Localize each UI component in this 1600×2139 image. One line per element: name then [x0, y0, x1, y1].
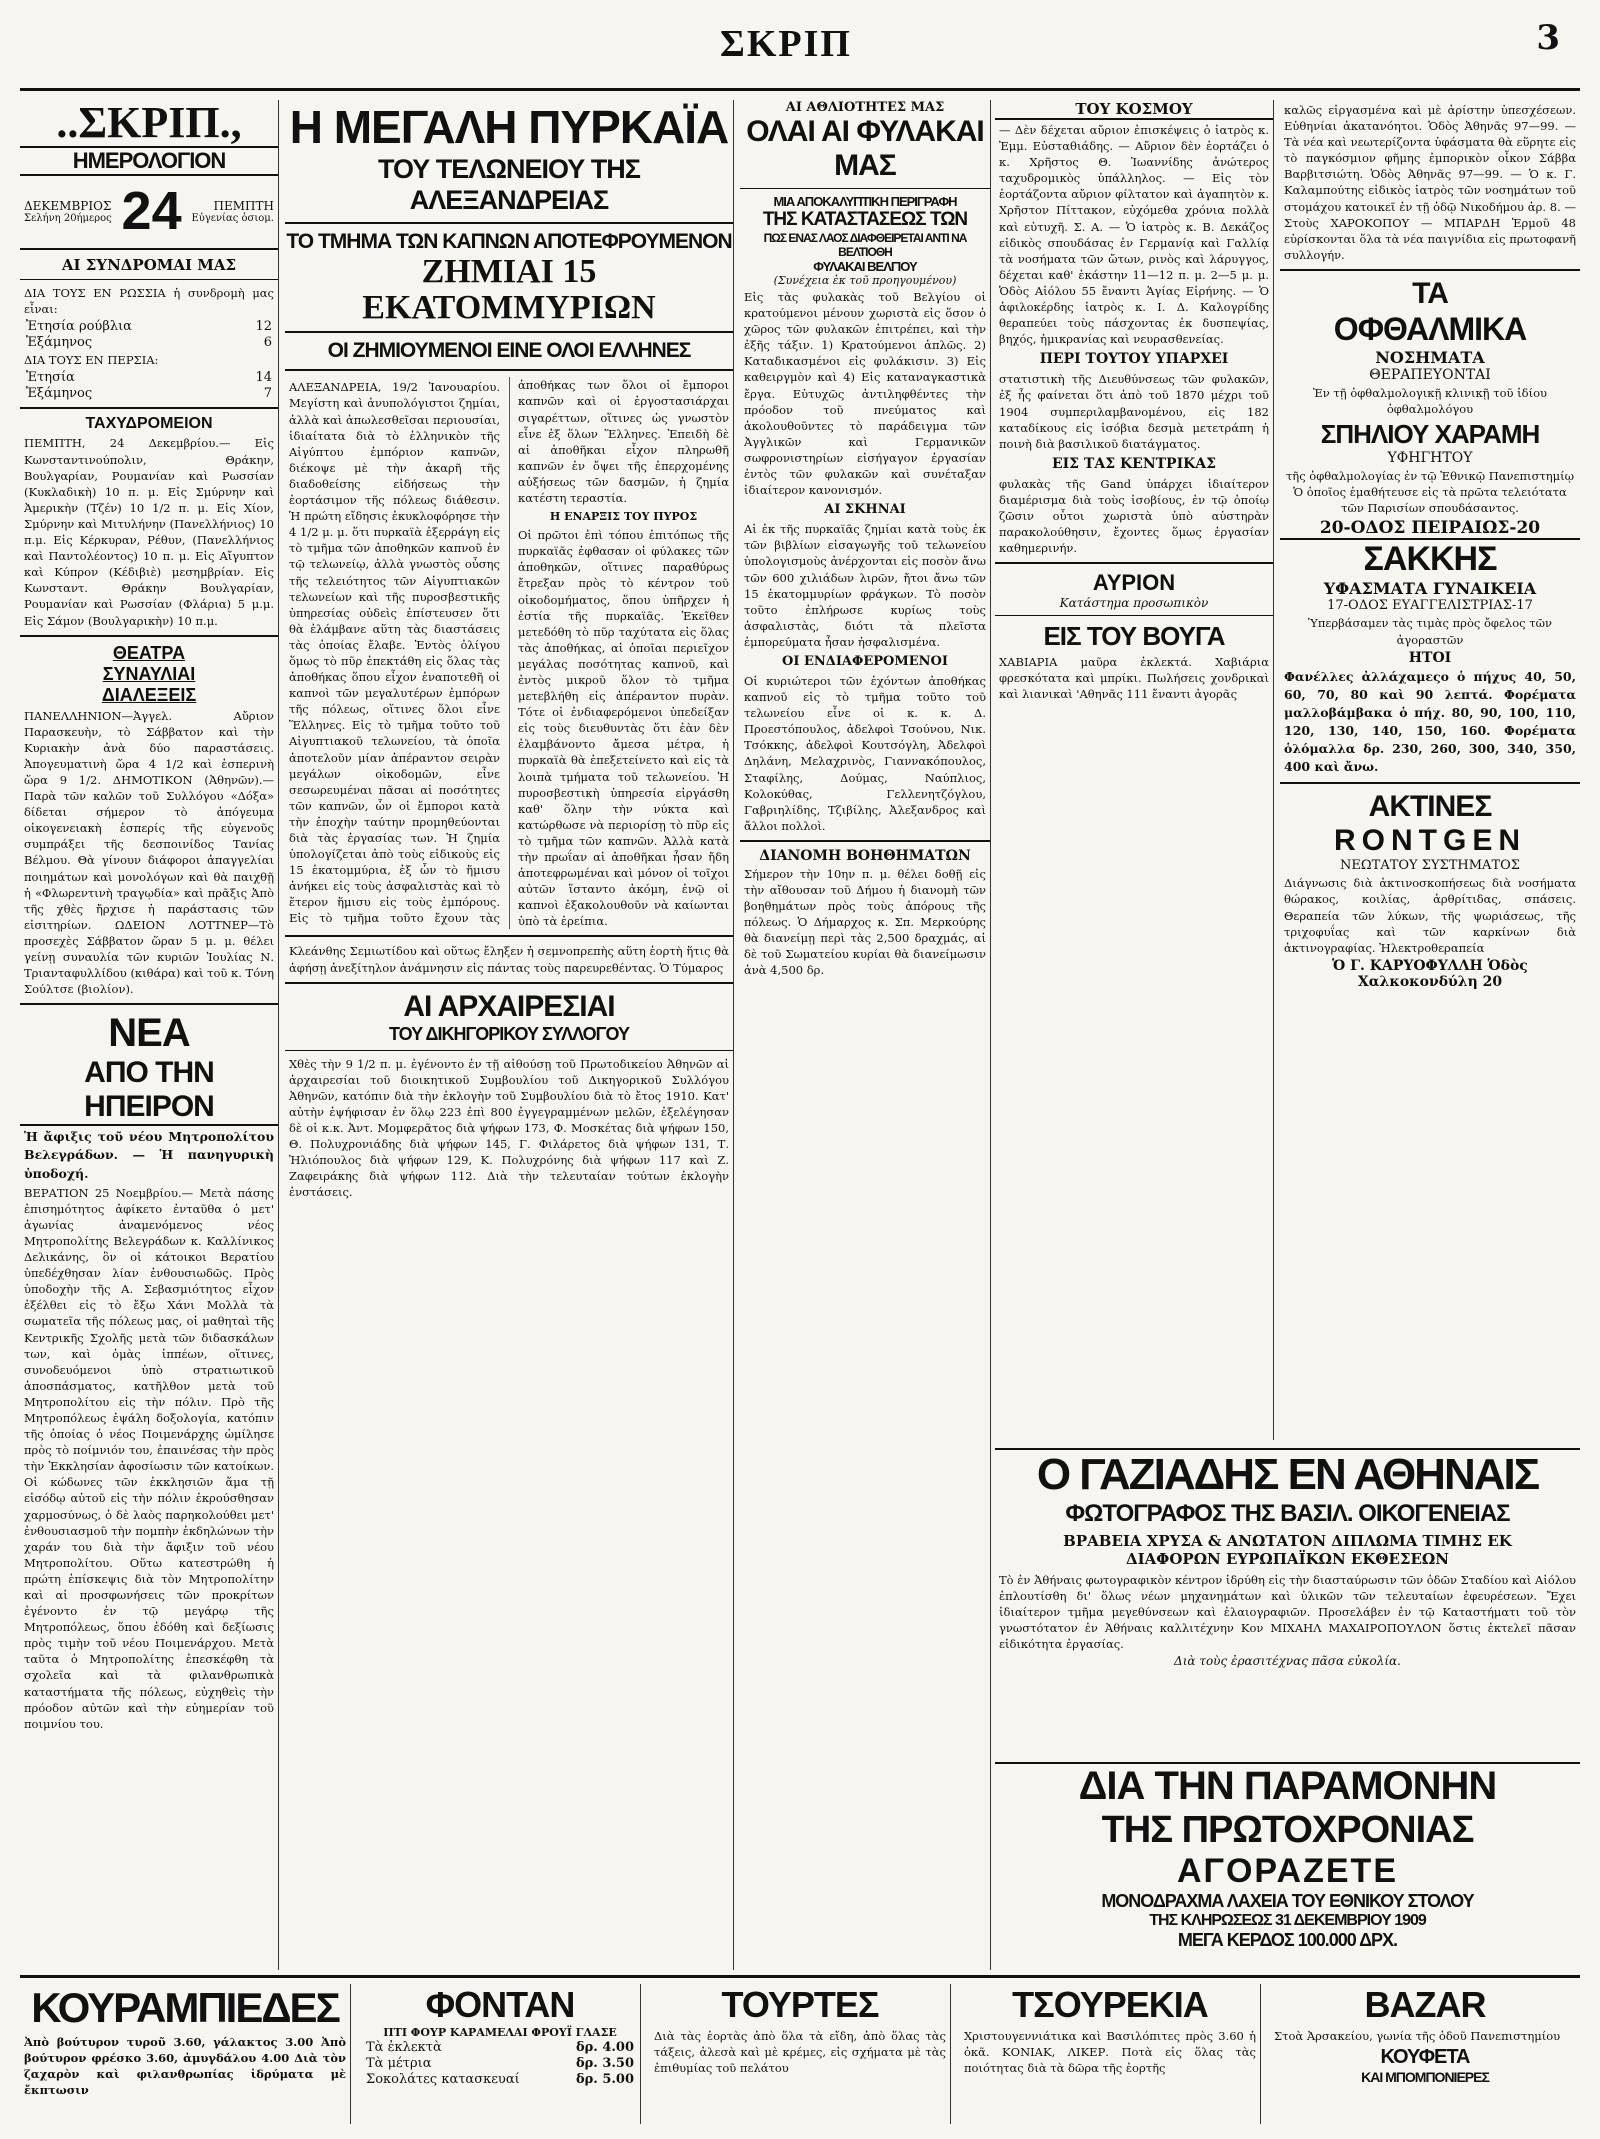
lottery-5: ΤΗΣ ΚΛΗΡΩΣΕΩΣ 31 ΔΕΚΕΜΒΡΙΟΥ 1909	[1149, 1912, 1426, 1929]
lottery-3: ΑΓΟΡΑΖΕΤΕ	[1176, 1852, 1399, 1890]
theatre-title: ΘΕΑΤΡΑ	[112, 642, 186, 663]
sakkis-5: ΗΤΟΙ	[1408, 649, 1452, 666]
masthead	[20, 18, 1580, 91]
bazar-sub-2: ΚΑΙ ΜΠΟΜΠΟΝΙΕΡΕΣ	[1361, 2069, 1489, 2086]
assoc-title-1: ΑΙ ΑΡΧΑΙΡΕΣΙΑΙ	[403, 989, 615, 1023]
column-ads	[1280, 100, 1580, 1440]
lottery-1: ΔΙΑ ΤΗΝ ΠΑΡΑΜΟΝΗΝ	[1078, 1764, 1497, 1808]
tsourekia-text: Χριστουγεννιάτικα καὶ Βασιλόπιτες πρὸς 3.60 ἡ ὀκᾶ. ΚΟΝΙΑΚ, ΛΙΚΕΡ. Ποτὰ εἰς ὅλας τὰς ποιότητας διὰ τὰ δῶρα τῆς ἑορτῆς	[964, 2029, 1256, 2076]
fontan-row: Τὰ μέτρια δρ. 3.50	[366, 2056, 634, 2071]
bazar-title: BAZAR	[1364, 1984, 1486, 2025]
calendar-title: ..ΣΚΡΙΠ.,	[56, 100, 242, 147]
vouga-title: ΕΙΣ ΤΟΥ ΒΟΥΓΑ	[1043, 621, 1225, 652]
rontgen-5: Ὁ Γ. ΚΑΡΥΟΦΥΛΛΗ Ὁδὸς Χαλκοκονδύλη 20	[1332, 957, 1528, 990]
sakkis-1: ΣΑΚΚΗΣ	[1363, 540, 1497, 579]
masthead-title: ΣΚΡΙΠ	[720, 23, 852, 65]
society-body-2: στατιστικὴ τῆς Διευθύνσεως τῶν φυλακῶν, ἐξ ἧς φαίνεται ὅτι ἀπὸ τοῦ 1870 μέχρι τοῦ 1904 συμπεριλαμβανομένου, εἰς 182 καταδίκους εἰς ἰσόβια δεσμὰ μετετράπη ἡ ποινὴ διὰ βασιλικοῦ διατάγματος.	[999, 372, 1269, 451]
calendar-date	[24, 180, 274, 242]
society-sub-1: ΠΕΡΙ ΤΟΥΤΟΥ ΥΠΑΡΧΕΙ	[1039, 351, 1229, 368]
epirus-title-1: ΝΕΑ	[108, 1011, 190, 1056]
epirus-title-2: ΑΠΟ ΤΗΝ ΗΠΕΙΡΟΝ	[20, 1056, 278, 1126]
fire-sub-3: ΟΙ ΖΗΜΙΟΥΜΕΝΟΙ ΕΙΝΕ ΟΛΟΙ ΕΛΛΗΝΕΣ	[327, 339, 691, 363]
fontan-title: ΦΟΝΤΑΝ	[425, 1984, 575, 2025]
society-body: — Δὲν δέχεται αὔριον ἐπισκέψεις ὁ ἰατρὸς κ. Ἐμμ. Εὐσταθιάδης. — Αὔριον δὲν ἑορτάζει ὁ κ. Χρῆστος Θ. Ἰωαννίδης ἀνώτερος ταχυδρομικὸς ὑπάλληλος. — Εἰς τὸν ἑορτάζοντα αὔριον φίλτατον καὶ ἀγαπητὸν κ. Χρῆστον Πίττακον, εὐχόμεθα χρόνια πολλὰ καὶ εὐτυχῆ. Σ. Α. — Ὁ ἰατρὸς κ. Β. Δεκάζος εἰδικὸς σπουδάσας ἐν Γερμανίᾳ καὶ Γαλλίᾳ τὰ νοσήματα τῶν ὤτων, ρινὸς καὶ λάρυγγος, δέχεται καθ' ἑκάστην 11—12 π. μ. 2—5 μ. μ. Ὁδὸς Αἰόλου 55 ἔναντι Ἁγίας Εἰρήνης. — Ὁ ἀφιλοκέρδης ἰατρὸς κ. Ι. Δ. Καλογρίδης θεραπεύει τοὺς πάσχοντας ἐκ δυσπεψίας, βηχός, ἡμικρανίας καὶ νευρασθενείας.	[999, 123, 1269, 347]
gaziadis-ad	[995, 1448, 1580, 1760]
gaziadis-title: Ο ΓΑΖΙΑΔΗΣ ΕΝ ΑΘΗΝΑΙΣ	[1036, 1450, 1539, 1499]
fire-bottom-text: Κλεάνθης Σεμιωτίδου καὶ οὕτως ἔληξεν ἡ σεμνοπρεπὴς αὕτη ἑορτὴ ἥτις θὰ ἀφήσῃ ἀνεξίτηλον ἀνάμνησιν εἰς πάντας τοὺς παρευρεθέντας. Ὁ Τύμαρος	[289, 944, 729, 975]
fontan-row: Σοκολάτες κατασκευαί δρ. 5.00	[366, 2072, 634, 2087]
prisons-sub-1: ΜΙΑ ΑΠΟΚΑΛΥΠΤΙΚΗ ΠΕΡΙΓΡΑΦΗ	[773, 194, 957, 209]
prisons-body-2: Αἱ ἐκ τῆς πυρκαϊᾶς ζημίαι κατὰ τοὺς ἐκ τῶν βιβλίων εἰσαγωγῆς τοῦ τελωνείου ὑπολογισμοὺς ἀνέρχονται εἰς ποσὸν ἄνω τῶν 600 χιλιάδων λιρῶν, ἤτοι ἄνω τῶν 15 ἑκατομμυρίων φράγκων. Τὸ ποσὸν τοῦτο ἐπλήρωσε κυρίως τοὺς ἀσφαλιστὰς, διότι τὰ πλεῖστα ἐμπορεύματα ἦσαν ἠσφαλισμένα.	[744, 522, 986, 649]
fire-body: ΑΛΕΞΑΝΔΡΕΙΑ, 19/2 Ἰανουαρίου. Μεγίστη καὶ ἀνυπολόγιστοι ζημίαι, ἀλλὰ καὶ ἀπωλεσθεῖσαι περιουσίαι, ἰδιαίτατα διὰ τὸ ἑλληνικὸν τῆς Αἰγύπτου ἐμπόριον καπνῶν, διέκοψε μὲ τὴν ἀκαρῆ τῆς διαδοθείσης εἰδήσεως τὴν ἑορτάσιμον τῆς πόλεως διάθεσιν. Ἡ πρώτη εἴδησις ἐκυκλοφόρησε τὴν 4 1/2 μ. μ. ὅτι πυρκαϊὰ ἐξερράγη εἰς τὸ τμῆμα τῶν ἀποθηκῶν καπνοῦ ἐν τῷ τελωνείῳ, ἀλλὰ γνωστὸς οὖσης τῆς τελειότητος τῶν Αἰγυπτιακῶν τελωνείων καὶ τῆς πυροσβεστικῆς ὑπηρεσίας οὐδεὶς ἐπίστευσεν ὅτι θὰ ἐλάμβανε αὕτη τὰς διαστάσεις τὰς ὁποίας ἔλαβε. Ἐντὸς ὀλίγου ὅμως τὸ πῦρ ἐπεκτάθη εἰς ὅλας τὰς ἀποθήκας ὅπου εἶχον ἐναποτεθῆ οἱ καπνοὶ τῶν μεγαλυτέρων ἐμπόρων τῆς πόλεως, οἵτινες ὅλοι εἶνε Ἕλληνες. Εἰς τὸ τμῆμα τοῦτο τοῦ Αἰγυπτιακοῦ τελωνείου, τὰ ὁποῖα ἀποτελοῦν μίαν ἀπέραντον σειρὰν μεγάλων οἰκοδομῶν, εἶνε σεσωρευμέναι πᾶσαι αἱ ποσότητες τῶν καπνῶν, ὧν οἱ ἔμποροι κατὰ τὴν ἐποχὴν ταύτην προμηθεύονται διὰ τὰς ἐργασίας των. Ἡ ζημία ὑπολογίζεται ἀπὸ τοὺς εἰδικοὺς εἰς 15 ἑκατομμύρια, ἐξ ὧν τὸ ἥμισυ ἀνήκει εἰς τοὺς ἀσφαλιστὰς καὶ τὸ ἕτερον ἥμισυ εἰς τοὺς ἐμπόρους. Εἰς τὸ τμῆμα τοῦτο ἔχουν τὰς ἀποθήκας των ὅλοι οἱ ἔμποροι καπνῶν καὶ οἱ ἐργοστασιάρχαι σιγαρέττων, οἵτινες ὡς γνωστὸν εἶνε ἐξ ὅλων Ἕλληνες. Ἐπειδὴ δὲ αἱ ἀποθῆκαι εἶχον πληρωθῆ καπνῶν ἐν ὄψει τῆς ἐπερχομένης αὐξήσεως τῶν δασμῶν, ἡ ζημία κατέστη τεραστία.	[289, 378, 729, 926]
prisons-section-2: ΑΙ ΣΚΗΝΑΙ	[824, 502, 906, 518]
oph-8: τῆς ὀφθαλμολογίας ἐν τῷ Ἐθνικῷ Πανεπιστημίῳ Ὁ ὁποῖος ἐμαθήτευσε εἰς τὰ πρῶτα τελειότατα τῶν Παρισίων σπουδάσαντος.	[1285, 469, 1575, 516]
society-header: ΤΟΥ ΚΟΣΜΟΥ	[995, 100, 1273, 120]
sakkis-6: Φανέλλες ἀλλάχαμεςο ὁ πήχυς 40, 50, 60, 70, 80 καὶ 90 λεπτά. Φορέματα μαλλοβάμβακα ὁ πήχ. 80, 90, 100, 110, 120, 130, 140, 150, 160. Φορέματα ὁλόμαλλα δρ. 230, 260, 300, 340, 350, 400 καὶ ἄνω.	[1284, 668, 1576, 775]
tourtes-text: Διὰ τὰς ἑορτὰς ἀπὸ ὅλα τὰ εἴδη, ἀπὸ ὅλας τὰς τάξεις, ἀλεσὰ καὶ μὲ κρέμες, εἰς σχήματα μὲ τὰς ἐπιθυμίας τοῦ πελάτου	[654, 2029, 946, 2076]
aurion-title: ΑΥΡΙΟΝ	[1092, 570, 1176, 596]
tsourekia-title: ΤΣΟΥΡΕΚΙΑ	[1012, 1984, 1208, 2025]
prisons-body-3: Οἱ κυριώτεροι τῶν ἐχόντων ἀποθήκας καπνοῦ εἰς τὸ τμῆμα τοῦτο τοῦ τελωνείου εἶνε οἱ κ. κ. Δ. Προεστόπουλος, ἀδελφοὶ Τσούνου, Νικ. Τσόκκης, ἀδελφοὶ Κουτσόγλη, Ἀδελφοὶ Δηλάνη, Μελαχρινὸς, Γιαννακόπουλος, Σταφίλης, Δούμας, Ναύπλιος, Κολοκύθας, Γελλενητζόγλου, Γαβριηλίδης, Τζιβίλης, Ἀλεξανδρος καὶ ἄλλοι πολλοὶ.	[744, 673, 986, 833]
aurion-sub: Κατάστημα προσωπικὸν	[1059, 596, 1209, 611]
post-office-text: ΠΕΜΠΤΗ, 24 Δεκεμβρίου.— Εἰς Κωνσταντινούπολιν, Θράκην, Βουλγαρίαν, Ρουμανίαν καὶ Ρωσσίαν (Κυκλαδικὴ) 10 π. μ. Εἰς Σμύρνην καὶ Ἀμερικὴν (Τζέν) 10 1/2 π. μ. Εἰς Χίον, Σμύρνην καὶ Μιτυλήνην (Πανελλήνιος) 10 π.μ. Εἰς Κέρκυραν, Ρέθυν, (Πανελλήνιος καὶ Παντολέοντος) 10 π. μ. Εἰς Αἴγυπτον καὶ Κύπρον (Κέδιβιὲ) μεσημβρίαν. Εἰς Κωνσταντ. Θράκην Βουλγαρίαν, Ρουμανίαν καὶ Ρωσσίαν (Φλάρια) 5 μ.μ. Εἰς Σάμον (Βουλγαρικὴν) 10 π.μ.	[24, 436, 274, 628]
prisons-headline: ΟΛΑΙ ΑΙ ΦΥΛΑΚΑΙ ΜΑΣ	[746, 115, 984, 182]
subscriptions-persia: ΔΙΑ ΤΟΥΣ ΕΝ ΠΕΡΣΙΑ:	[24, 353, 159, 368]
aid-text: Σήμερον τὴν 10ην π. μ. θέλει δοθῇ εἰς τὴν αἴθουσαν τοῦ Δήμου ἡ διανομὴ τῶν βοηθημάτων πρὸς τοὺς ἀπόρους τῆς πόλεως. Ὁ Δήμαρχος κ. Σπ. Μερκούρης θὰ διανείμῃ περὶ τὰς 2,500 δραχμάς, αἱ δὲ τοῦ Σωματείου κυρίαι θὰ διανείμωσιν ἀνὰ 4,500 δρ.	[744, 866, 986, 978]
bazar-text: Στοὰ Ἀρσακείου, γωνία τῆς ὁδοῦ Πανεπιστημίου	[1274, 2029, 1561, 2043]
lottery-4: ΜΟΝΟΔΡΑΧΜΑ ΛΑΧΕΙΑ ΤΟΥ ΕΘΝΙΚΟΥ ΣΤΟΛΟΥ	[1101, 1891, 1474, 1911]
oph-6: ΣΠΗΛΙΟΥ ΧΑΡΑΜΗ	[1320, 419, 1540, 450]
fontan-ad	[360, 1984, 641, 2124]
oph-7: ΥΦΗΓΗΤΟΥ	[1387, 450, 1473, 467]
subs-row: Ἑξάμηνος 7	[26, 386, 272, 402]
lottery-6: ΜΕΓΑ ΚΕΡΔΟΣ 100.000 ΔΡΧ.	[1177, 1930, 1398, 1950]
column-calendar	[20, 100, 279, 1970]
oph-4: ΘΕΡΑΠΕΥΟΝΤΑΙ	[1369, 366, 1491, 383]
lottery-2: ΤΗΣ ΠΡΩΤΟΧΡΟΝΙΑΣ	[1101, 1809, 1474, 1851]
fire-sub-1: ΤΟ ΤΜΗΜΑ ΤΩΝ ΚΑΠΝΩΝ ΑΠΟΤΕΦΡΟΥΜΕΝΟΝ	[286, 230, 732, 253]
fire-section-title: Η ΕΝΑΡΞΙΣ ΤΟΥ ΠΥΡΟΣ	[549, 510, 698, 524]
gaziadis-awards: ΒΡΑΒΕΙΑ ΧΡΥΣΑ & ΑΝΩΤΑΤΟΝ ΔΙΠΛΩΜΑ ΤΙΜΗΣ ΕΚ ΔΙΑΦΟΡΩΝ ΕΥΡΩΠΑΪΚΩΝ ΕΚΘΕΣΕΩΝ	[1063, 1532, 1512, 1568]
oph-5: Ἐν τῇ ὀφθαλμολογικῇ κλινικῇ τοῦ ἰδίου ὀφθαλμολόγου	[1312, 385, 1548, 417]
fire-sub-2: ΖΗΜΙΑΙ 15 ΕΚΑΤΟΜΜΥΡΙΩΝ	[362, 253, 656, 326]
subscriptions-russia: ΔΙΑ ΤΟΥΣ ΕΝ ΡΩΣΣΙΑ ἡ συνδρομὴ μας εἶναι:	[24, 286, 274, 317]
gaziadis-text: Τὸ ἐν Ἀθήναις φωτογραφικὸν κέντρον ἱδρύθη εἰς τὴν διασταύρωσιν τῶν ὁδῶν Σταδίου καὶ Αἰόλου ἐπλουτίσθη δι' ὅλως νέων μηχανημάτων καὶ ὑλικῶν τῶν τελευταίων ἐφευρέσεων. Ἔχει ἰδιαίτερον τμῆμα μεγεθύνσεων καὶ ἐλαιογραφιῶν. Προσελάβεν ἐν τῷ Καταστήματι τοῦ τὸν γνωστότατον ἐν Ἀθήναις καλλιτέχνην Κον ΜΙΧΑΗΛ ΜΑΧΑΙΡΟΠΟΥΛΟΝ ὅστις ἐκτελεῖ πᾶσαν εἰδικότητα ἐργασίας.	[999, 1573, 1576, 1652]
oph-2: ΟΦΘΑΛΜΙΚΑ	[1333, 310, 1527, 347]
lectures-title: ΔΙΑΛΕΞΕΙΣ	[101, 684, 197, 705]
sakkis-4: Ὑπερβάσαμεν τὰς τιμὰς πρὸς ὄφελος τῶν ἀγοραστῶν	[1308, 616, 1552, 647]
tsourekia-ad	[960, 1984, 1261, 2124]
society-sub-2: ΕΙΣ ΤΑΣ ΚΕΝΤΡΙΚΑΣ	[1051, 455, 1217, 472]
gaziadis-foot: Διὰ τοὺς ἐρασιτέχνας πᾶσα εὐκολία.	[1174, 1654, 1401, 1669]
calendar-moon: Σελήνη 20ήμερος	[24, 212, 112, 224]
fontan-row: Τὰ ἐκλεκτὰ δρ. 4.00	[366, 2040, 634, 2055]
prisons-kicker: ΑΙ ΑΘΛΙΟΤΗΤΕΣ ΜΑΣ	[785, 100, 945, 115]
fontan-sub: ΠΤΙ ΦΟΥΡ ΚΑΡΑΜΕΛΑΙ ΦΡΟΥΪ ΓΛΑΣΕ	[383, 2026, 617, 2039]
page-number: 3	[1536, 18, 1560, 58]
prisons-section-3: ΟΙ ΕΝΔΙΑΦΕΡΟΜΕΝΟΙ	[782, 653, 948, 669]
oph-9: 20-ΟΔΟΣ ΠΕΙΡΑΙΩΣ-20	[1280, 518, 1580, 540]
sakkis-3: 17-ΟΔΟΣ ΕΥΑΓΓΕΛΙΣΤΡΙΑΣ-17	[1327, 598, 1533, 614]
kourampiedes-text: Ἀπὸ βούτυρον τυροῦ 3.60, γάλακτος 3.00 Ἀπὸ βούτυρον φρέσκο 3.60, ἀμυγδάλου 4.00 Διὰ τὸν ζαχαρὸν καὶ φιλανθρωπίας ἱδρύματα μὲ ἔκπτωσιν	[24, 2035, 346, 2098]
subs-row: Ἐτησία ρούβλια 12	[26, 319, 272, 335]
rontgen-2: RONTGEN	[1334, 824, 1526, 858]
subs-row: Ἐτησία 14	[26, 370, 272, 386]
bottom-ads	[20, 1975, 1580, 2128]
rontgen-4: Διάγνωσις διὰ ἀκτινοσκοπήσεως διὰ νοσήματα θώρακος, κοιλίας, ἀρθρίτιδας, σπάσεις. Θεραπεία τῶν λύκων, τῆς ψωριάσεως, τῆς τριχοφυΐας καὶ τῶν καρκίνων διὰ ἀκτινογραφίας. Ἠλεκτροθεραπεία	[1284, 876, 1576, 955]
prisons-sub-3: ΠΩΣ ΕΝΑΣ ΛΑΟΣ ΔΙΑΦΘΕΙΡΕΤΑΙ ΑΝΤΙ ΝΑ ΒΕΛΤΙΟΘΗ	[763, 231, 967, 259]
epirus-text: ΒΕΡΑΤΙΟΝ 25 Νοεμβρίου.— Μετὰ πάσης ἐπισημότητος ἀφίκετο ἐνταῦθα ὁ μετ' ἀγωνίας ἀναμενόμενος νέος Μητροπολίτης Βελεγράδων κ. Καλλίνικος Δελικάνης, ὃν οἱ κάτοικοι Βερατίου ὑπεδέχθησαν λίαν ἐνθουσιωδῶς. Πρὸς ὑποδοχὴν τῆς Α. Σεβασμιότητος εἶχον ἐξέλθει εἰς τὸ ἔξω Χάνι Μολλὰ τὰ σωματεῖα τῆς πόλεως μας, οἱ μαθηταὶ τῆς Κεντρικῆς Σχολῆς μετὰ τῶν διδασκάλων των, καὶ ὁμὰς ἱππέων, οἵτινες, συνοδευόμενοι ὑπὸ στρατιωτικοῦ ἀποσπάσματος, κατῆλθον μετὰ τοῦ Μητροπολίτου εἰς τὴν πόλιν. Πρὸ τῆς Μητροπόλεως ἐψάλη δοξολογία, κατόπιν τῆς ὁποίας ὁ νέος Ποιμενάρχης ὡμίλησε πρὸς τὸ ποίμνιόν του, ἐπαινέσας τὴν πρὸς τὴν Ἐκκλησίαν ἀφοσίωσιν τῶν κατοίκων. Οἱ κώδωνες τῶν ἐκκλησιῶν ἅμα τῇ εἰσόδῳ αὐτοῦ εἰς τὴν πόλιν ἐκρούσθησαν χαρμοσύνως, ὁ δὲ λαὸς παρηκολούθει μετ' ἐνθουσιασμοῦ τὴν πομπὴν ἐκδηλώνων τὴν χαράν του διὰ τὴν ἄφιξιν τοῦ νέου Μητροπολίτου. Οὕτω κατεστρώθη ἡ πρώτη ἐπίσκεψις διὰ τὸν Μητροπολίτην καὶ αἱ προσφωνήσεις τῶν προκρίτων ἐγένοντο ἐν τῷ μεγάρῳ τῆς Μητροπόλεως, ὅπου ἐδόθη καὶ δεξίωσις πρὸς τιμὴν τοῦ νέου Ποιμενάρχου. Μετὰ ταῦτα ὁ Μητροπολίτης ἐπεσκέφθη τὰ σχολεῖα καὶ τὰ φιλανθρωπικὰ καταστήματα τῆς πόλεως, εὐχηθεὶς τὴν πρόοδον αὐτῶν καὶ τὴν εὐημερίαν τοῦ ποιμνίου του.	[24, 1185, 274, 1731]
fire-body-2: Οἱ πρῶτοι ἐπὶ τόπου ἐπιτόπως τῆς πυρκαϊᾶς ἐφθασαν οἱ φύλακες τῶν ἀποθηκῶν, οἵτινες παραθύρως ἔτρεξαν πρὸς τὸ κέντρον τοῦ οἰκοδομήματος, ὅπου ὑπῆρχεν ἡ ἑστία τῆς πυρκαϊᾶς. Ἐκεῖθεν μετεδόθη τὸ πῦρ ταχύτατα εἰς ὅλας τὰς ἀποθήκας, αἱ ὁποῖαι περιεῖχον μεγάλας ποσότητας καπνοῦ, καὶ ἐντὸς μικροῦ ὅλον τὸ τμῆμα μετεβλήθη εἰς ἀπέραντον πυρὰν. Τότε οἱ ἐνδιαφερόμενοι ὑπεδείξαν εἰς τοὺς διευθυντὰς ὅτι ἐὰν δὲν ἐλαμβάνοντο ἄμεσα μέτρα, ἡ πυρκαϊὰ θὰ ἐπεξετείνετο καὶ εἰς τὰ λοιπὰ τμήματα τοῦ τελωνείου. Ἡ πυροσβεστικὴ ὑπηρεσία εἰργάσθη καθ' ὅλην τὴν νύκτα καὶ κατώρθωσε νὰ περιορίσῃ τὸ πῦρ εἰς τὸ τμῆμα τῶν καπνῶν. Ἀλλὰ κατὰ τὴν πρωΐαν αἱ ἀποθῆκαι ἦσαν ἤδη ἀποτεφρωμέναι καὶ μόνον οἱ τοῖχοι αὐτῶν ἵσταντο ἀκόμη, ἐνῷ οἱ καπνοὶ ἐξακολουθοῦν νὰ καίωνται ὑπὸ τὰ ἐρείπια.	[518, 528, 729, 929]
fire-headline-1: Η ΜΕΓΑΛΗ ΠΥΡΚΑΪΑ	[289, 101, 729, 153]
tourtes-title: ΤΟΥΡΤΕΣ	[721, 1984, 879, 2025]
sakkis-2: ΥΦΑΣΜΑΤΑ ΓΥΝΑΙΚΕΙΑ	[1323, 579, 1537, 599]
society-body-3: φυλακὰς τῆς Gand ὑπάρχει ἰδιαίτερον διαμέρισμα διὰ τοὺς ἰσοβίους, ἐν τῷ ὁποίῳ ζῶσιν οὗτοι χωριστὰ ὑπὸ αὐστηρὰν παρακολούθησιν, ἔχοντες ὅμως ἐργασίαν καθημερινήν.	[999, 476, 1269, 556]
lottery-ad	[995, 1762, 1580, 1969]
assoc-text: Χθὲς τὴν 9 1/2 π. μ. ἐγένοντο ἐν τῇ αἰθούσῃ τοῦ Πρωτοδικείου Ἀθηνῶν αἱ ἀρχαιρεσίαι τοῦ διοικητικοῦ Συμβουλίου τοῦ Δικηγορικοῦ Συλλόγου Ἀθηνῶν, κατόπιν διὰ τὴν ἐκλογὴν τοῦ Συμβουλίου διὰ τὸ ἔτος 1910. Κατ' αὐτὴν ἐψήφισαν ἐν ὅλῳ 223 ἐπὶ 800 ἐγγεγραμμένων μελῶν, ἐξελέγησαν δὲ οἱ κ.κ. Ἀντ. Μομφερᾶτος διὰ ψήφων 173, Φ. Μοσκέτας διὰ ψήφων 150, Θ. Πολυχρονιάδης διὰ ψήφων 145, Γ. Φιλάρετος διὰ ψήφων 131, Τ. Ἠλιόπουλος διὰ ψήφων 129, Κ. Πολυχρόνης διὰ ψήφων 117 καὶ Ζ. Ζαφειράκης διὰ ψήφων 112. Διὰ τὴν τελευταίαν τούτων ἐκλογὴν ἐνστάσεις.	[289, 1056, 729, 1200]
ads-top-text: καλῶς εἰργασμένα καὶ μὲ ἀρίστην ὑπεσχέσεων. Εὐθηνίαι ἀκατανόητοι. Ὁδὸς Ἀθηνᾶς 97—99. — Τὰ νέα καὶ νεωτερίζοντα ὑφάσματα θὰ εὕρητε εἰς τὸ παγκόσμιον φῆμης ἐμπορικὸν οἶκον Σάββα Βαρβιτσιώτη. Ὁδὸς Ἀθηνᾶς 97—99. — Ὁ κ. Γ. Καλαμπούτης εἰδικὸς ἰατρὸς τῶν νοσημάτων τοῦ στομάχου κατοικεῖ ἐν τῇ ὁδῷ Νικοδήμου ἀρ. 8. — Στοὺς ΧΑΡΟΚΟΠΟΥ — ΜΠΑΡΔΗ Ἑρμοῦ 48 εὑρίσκονται ὅλα τὰ νέα παιγνίδια εἰς πρωτοφανῆ συλλογήν.	[1284, 103, 1576, 262]
prisons-sub-5: (Συνέχεια ἐκ τοῦ προηγουμένου)	[773, 274, 957, 287]
epirus-lead: Ἡ ἄφιξις τοῦ νέου Μητροπολίτου Βελεγράδων. — Ἡ πανηγυρικὴ ὑποδοχή.	[24, 1129, 274, 1181]
post-office-title: ΤΑΧΥΔΡΟΜΕΙΟΝ	[85, 415, 213, 433]
prisons-sub-4: ΦΥΛΑΚΑΙ ΒΕΛΓΙΟΥ	[813, 259, 917, 274]
oph-1: ΤΑ	[1412, 276, 1448, 310]
fire-headline-2: ΤΟΥ ΤΕΛΩΝΕΙΟΥ ΤΗΣ ΑΛΕΞΑΝΔΡΕΙΑΣ	[378, 154, 640, 215]
prisons-body: Εἰς τὰς φυλακὰς τοῦ Βελγίου οἱ κρατούμενοι μένουν χωριστὰ εἰς ὅσον ὁ χῶρος τῶν φυλακῶν ἐπιτρέπει, καὶ τὴν ἐξῆς τάξιν. 1) Κρατούμενοι ἁπλῶς. 2) Καταδικασμένοι εἰς φυλάκισιν. 3) Εἰς καθειργμὸν καὶ 4) Εἰς καταναγκαστικὰ ἔργα. Εὐτυχῶς ἀντιληφθέντες τὴν πρόοδον τοῦ πνεύματος καὶ ἀκολουθοῦντες τὸ παράδειγμα τῶν Ἀγγλικῶν καὶ Γερμανικῶν σωφρονιστηρίων εἰσήγαγον ἐργασίαν ἐντὸς τῶν φυλακῶν καὶ συνέταξαν ἰδιαίτερον κανονισμόν.	[744, 290, 986, 498]
calendar-subtitle: ΗΜΕΡΟΛΟΓΙΟΝ	[20, 146, 278, 176]
subscriptions-title: ΑΙ ΣΥΝΔΡΟΜΑΙ ΜΑΣ	[61, 256, 237, 275]
aid-title: ΔΙΑΝΟΜΗ ΒΟΗΘΗΜΑΤΩΝ	[759, 847, 971, 864]
assoc-title-2: ΤΟΥ ΔΙΚΗΓΟΡΙΚΟΥ ΣΥΛΛΟΓΟΥ	[389, 1023, 629, 1044]
bazar-ad	[1270, 1984, 1580, 2124]
calendar-day: 24	[121, 181, 182, 242]
tourtes-ad	[650, 1984, 951, 2124]
column-society	[995, 100, 1274, 1440]
column-fire	[285, 100, 734, 1970]
subs-row: Ἑξάμηνος 6	[26, 335, 272, 351]
rontgen-3: ΝΕΩΤΑΤΟΥ ΣΥΣΤΗΜΑΤΟΣ	[1340, 858, 1520, 874]
prisons-sub-2: ΤΗΣ ΚΑΤΑΣΤΑΣΕΩΣ ΤΩΝ	[762, 209, 968, 230]
theatre-text: ΠΑΝΕΛΛΗΝΙΟΝ—Ἀγγελ. Αὔριον Παρασκευὴν, τὸ Σάββατον καὶ τὴν Κυριακὴν ἀνὰ δύο παραστάσεις. Ἀπογευματινὴ ὥρα 4 1/2 καὶ ἑσπερινὴ ὥρα 9 1/2. ΔΗΜΟΤΙΚΟΝ (Ἀθηνῶν).— Παρὰ τῶν καλῶν τοῦ Συλλόγου «Δόξα» δίδεται σήμερον τὸ ἀπόγευμα οἰκογενειακὴ ἑσπερίς τῆς εὐγενοῦς συμπράξει τῆς δεσποινίδος Τανίας Βέλμου. Θὰ γίνουν διάφοροι ἀπαγγελίαι ποιημάτων καὶ μονολόγων καὶ θὰ παιχθῇ ἡ «Φλωρεντινὴ τραγῳδία» καὶ πρᾶξις Ἀπὸ τῆς χθὲς ἤρχισε ἡ παράστασις τῶν εἰσιτηρίων. ΩΔΕΙΟΝ ΛΟΤΤΝΕΡ—Τὸ προσεχὲς Σάββατον ὥραν 5 μ. μ. θέλει γείνῃ συναυλία τῶν κυριῶν Ἰουλίας Ν. Τριανταφυλλίδου (κιθάρα) καὶ τοῦ κ. Τόνη Σούλτσε (βιολίον).	[24, 708, 275, 997]
kourampiedes-title: ΚΟΥΡΑΜΠΙΕΔΕΣ	[31, 1984, 339, 2031]
calendar-saint: Εὐγενίας ὁσιομ.	[191, 212, 274, 224]
oph-3: ΝΟΣΗΜΑΤΑ	[1375, 347, 1485, 367]
column-prisons	[740, 100, 991, 1970]
kourampiedes-ad	[20, 1984, 351, 2124]
bazar-sub-1: ΚΟΥΦΕΤΑ	[1380, 2046, 1470, 2069]
concerts-title: ΣΥΝΑΥΛΙΑΙ	[102, 663, 196, 684]
rontgen-1: ΑΚΤΙΝΕΣ	[1368, 790, 1492, 824]
vouga-text: ΧΑΒΙΑΡΙΑ μαῦρα ἐκλεκτά. Χαβιάρια φρεσκότατα καὶ μπρίκι. Πωλήσεις χονδρικαὶ καὶ λιανικαὶ 'Αθηνᾶς 111 ἔναντι ἀγορᾶς	[999, 655, 1269, 702]
calendar-weekday: ΠΕΜΠΤΗ	[213, 198, 274, 213]
gaziadis-sub: ΦΩΤΟΓΡΑΦΟΣ ΤΗΣ ΒΑΣΙΛ. ΟΙΚΟΓΕΝΕΙΑΣ	[1065, 1500, 1510, 1527]
calendar-month: ΔΕΚΕΜΒΡΙΟΣ	[24, 198, 112, 213]
